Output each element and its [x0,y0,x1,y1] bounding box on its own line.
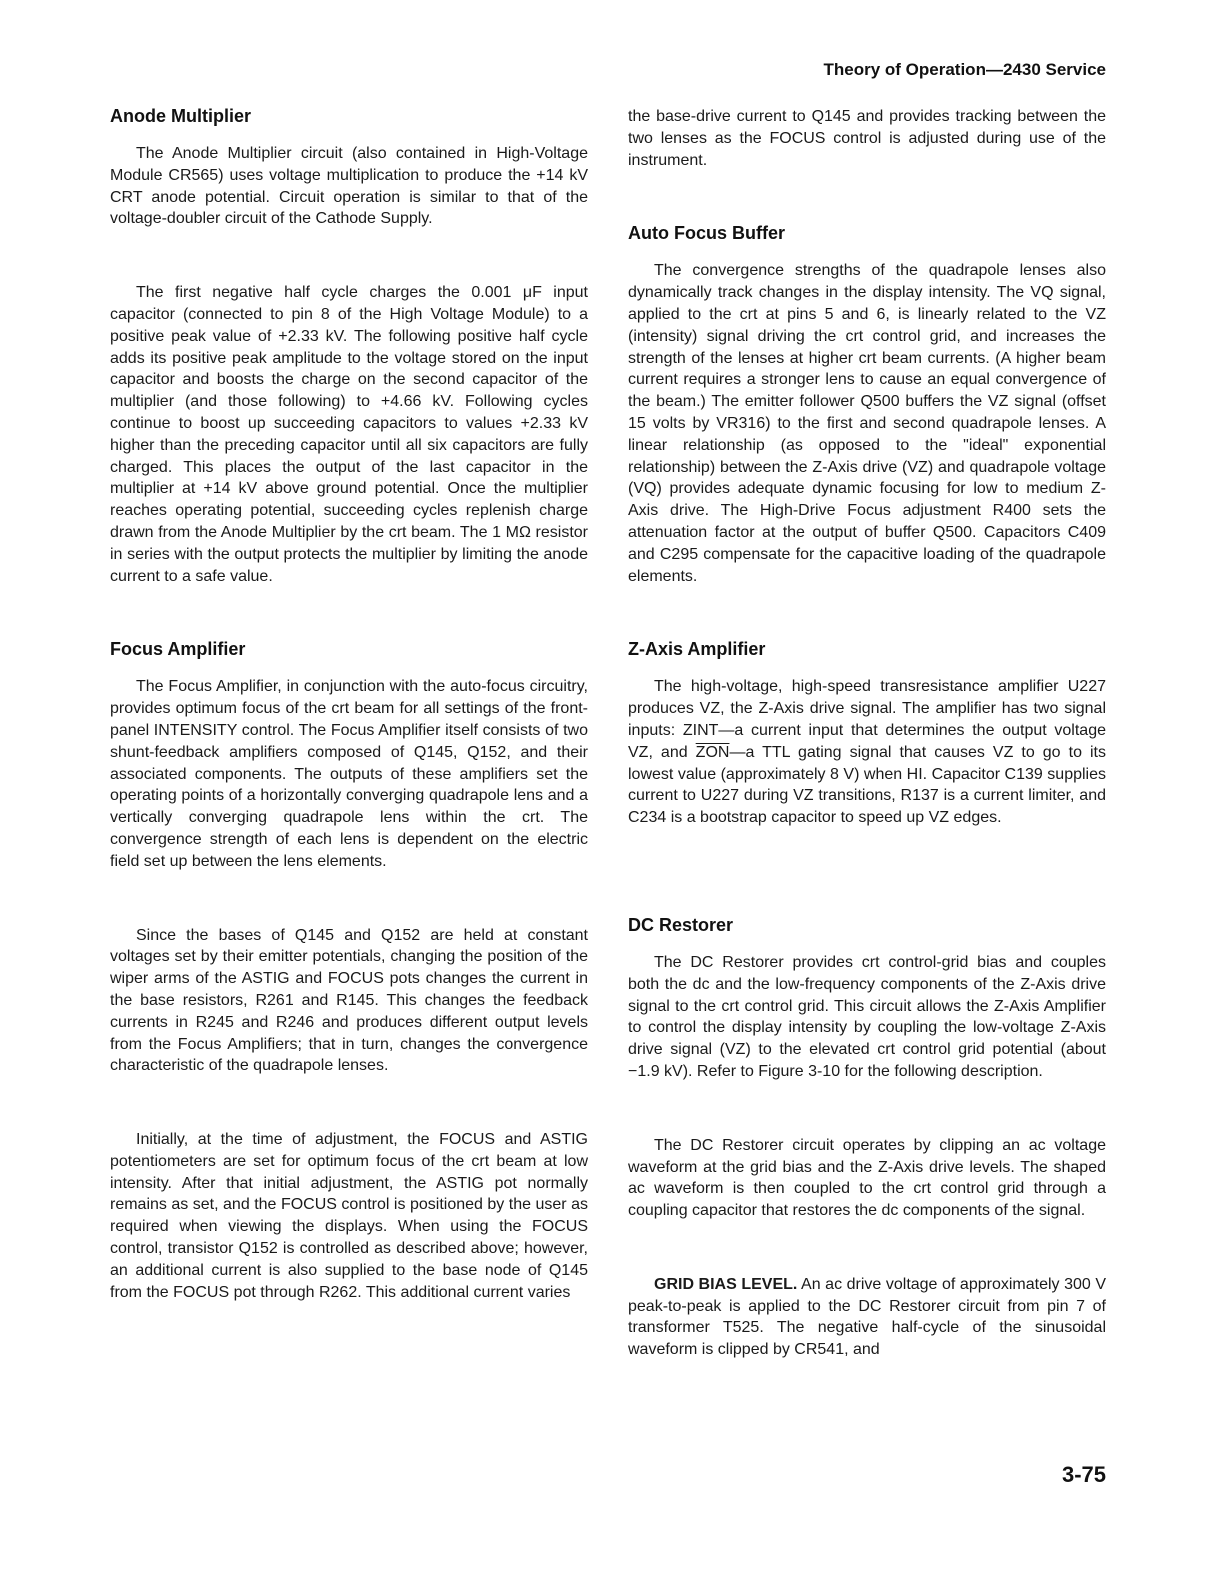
text-run: The high-voltage, high-speed transresistance amplifier U227 produces VZ, the Z-Axis drive signal. The amplifier has two signal inputs: ZINT—a current input that determines the output voltage VZ, and [628,678,1106,761]
heading-focus-amplifier: Focus Amplifier [110,639,246,660]
section-z-axis-amplifier [628,639,1106,829]
running-header: Theory of Operation—2430 Service [823,60,1106,79]
paragraph-continuation: the base-drive current to Q145 and provides tracking between the two lenses as the FOCUS control is adjusted during use of the instrument. [628,108,1106,169]
paragraph: The convergence strengths of the quadrapole lenses also dynamically track changes in the display intensity. The VQ signal, applied to the crt at pins 5 and 6, is linearly related to the VZ (intensity) signal driving the crt control grid, and increases the strength of the lenses at higher crt beam currents. (A higher beam current requires a stronger lens to cause an equal convergence of the beam.) The emitter follower Q500 buffers the VZ signal (offset 15 volts by VR316) to the first and second quadrapole lenses. A linear relationship (as opposed to the "ideal" exponential relationship) between the Z-Axis drive (VZ) and quadrapole voltage (VQ) provides adequate dynamic focusing for low to medium Z-Axis drive. The High-Drive Focus adjustment R400 sets the attenuation factor at the output of buffer Q500. Capacitors C409 and C295 compensate for the capacitive loading of the quadrapole elements. [628,262,1106,585]
paragraph: Since the bases of Q145 and Q152 are held at constant voltages set by their emitter potentials, changing the position of the wiper arms of the ASTIG and FOCUS pots changes the current in the base resistors, R261 and R145. This changes the feedback currents in R245 and R246 and produces different output levels from the Focus Amplifiers; that in turn, changes the convergence characteristic of the quadrapole lenses. [110,926,588,1075]
text-run: —a TTL gating signal that causes VZ to go to its lowest value (approximately 8 V) when HI. Capacitor C139 supplies current to U227 during VZ transitions, R137 is a current limiter, and C234 is a bootstrap capacitor to speed up VZ edges. [628,743,1107,827]
zon-signal-name: $\overline{ZON}$ [695,743,730,761]
paragraph: Initially, at the time of adjustment, the FOCUS and ASTIG potentiometers are set for optimum focus of the crt beam at low intensity. After that initial adjustment, the ASTIG pot normally remains as set, and the FOCUS control is positioned by the user as required when viewing the displays. When using the FOCUS control, transistor Q152 is controlled as described above; however, an additional current is also supplied to the base node of Q145 from the FOCUS pot through R262. This additional current varies [110,1131,588,1301]
page-number: 3-75 [1061,1462,1106,1487]
paragraph: The DC Restorer circuit operates by clipping an ac voltage waveform at the grid bias and the Z-Axis drive levels. The shaped ac waveform is then coupled to the crt control grid through a coupling capacitor that restores the dc components of the signal. [628,1136,1106,1220]
paragraph [628,676,1106,829]
section-anode-multiplier [110,106,588,587]
paragraph: The Anode Multiplier circuit (also contained in High-Voltage Module CR565) uses voltage multiplication to produce the +14 kV CRT anode potential. Circuit operation is similar to that of the voltage-doubler circuit of the Cathode Supply. [110,145,588,228]
paragraph [628,1274,1106,1361]
section-dc-restorer [628,915,1106,1361]
heading-anode-multiplier: Anode Multiplier [110,106,251,126]
paragraph: The Focus Amplifier, in conjunction with the auto-focus circuitry, provides optimum focus of the crt beam for all settings of the front-panel INTENSITY control. The Focus Amplifier itself consists of two shunt-feedback amplifiers composed of Q145, Q152, and their associated components. The outputs of these amplifiers set the operating points of a horizontally converging quadrapole lens and a vertically converging quadrapole lens within the crt. The convergence strength of each lens is dependent on the electric field set up between the lens elements. [110,678,588,870]
paragraph: The DC Restorer provides crt control-grid bias and couples both the dc and the low-frequency components of the Z-Axis drive signal to the crt control grid. This circuit allows the Z-Axis Amplifier to control the display intensity by coupling the low-voltage Z-Axis drive signal (VZ) to the elevated crt control grid potential (about −1.9 kV). Refer to Figure 3-10 for the following description. [628,953,1106,1080]
run-in-heading-grid-bias-level: GRID BIAS LEVEL. [654,1275,798,1293]
section-focus-amplifier [110,639,588,1303]
heading-auto-focus-buffer: Auto Focus Buffer [628,223,785,244]
left-column [110,106,588,1303]
section-auto-focus-buffer [628,223,1106,587]
paragraph: The first negative half cycle charges the 0.001 μF input capacitor (connected to pin 8 of the High Voltage Module) to a positive peak value of +2.33 kV. The following positive half cycle adds its positive peak amplitude to the voltage stored on the input capacitor and boosts the charge on the second capacitor of the multiplier (and those following) to +4.66 kV. Following cycles continue to boost up succeeding capacitors to values +2.33 kV higher than the preceding capacitor until all six capacitors are fully charged. This places the output of the last capacitor in the multiplier at +14 kV above ground potential. Once the multiplier reaches operating potential, succeeding cycles replenish charge drawn from the Anode Multiplier by the crt beam. The 1 MΩ resistor in series with the output protects the multiplier by limiting the anode current to a safe value. [110,284,588,585]
right-column [628,106,1106,1361]
heading-dc-restorer: DC Restorer [628,914,734,935]
text-run: An ac drive voltage of approximately 300 V peak-to-peak is applied to the DC Restorer circuit from pin 7 of transformer T525. The negative half-cycle of the sinusoidal waveform is clipped by CR541, and [628,1275,1107,1359]
heading-z-axis-amplifier: Z-Axis Amplifier [628,639,766,660]
